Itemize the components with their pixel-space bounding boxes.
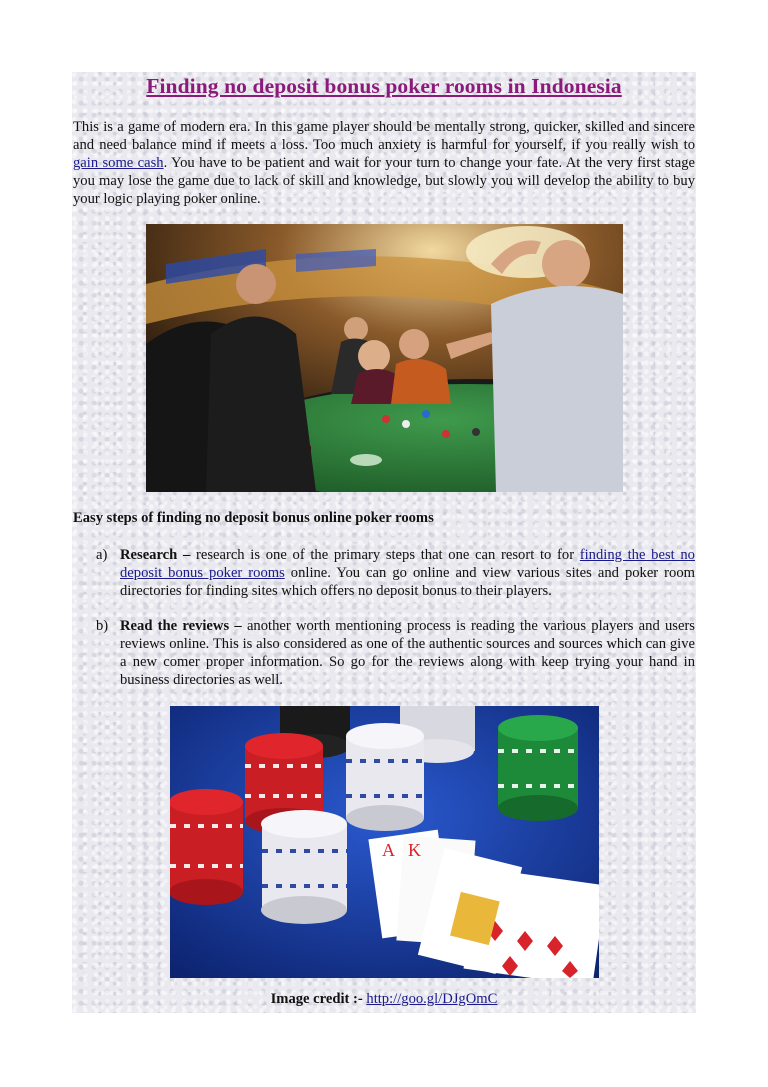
- step-title: Read the reviews –: [120, 618, 242, 634]
- casino-table-photo: [146, 224, 623, 492]
- section-heading: Easy steps of finding no deposit bonus online poker rooms: [73, 510, 434, 526]
- list-item-text: [120, 546, 695, 600]
- intro-paragraph: [73, 118, 695, 208]
- list-item-research: [73, 546, 695, 600]
- page-title: Finding no deposit bonus poker rooms in Indonesia: [146, 74, 622, 98]
- step-text-end: online. You can go online and view various sites and poker room directories for finding sites which offers no deposit bonus to their players.: [120, 565, 695, 599]
- step-text: research is one of the primary steps that one can resort to for: [190, 547, 580, 563]
- image-credit: [72, 991, 696, 1008]
- list-marker: b): [96, 618, 109, 634]
- svg-text:K: K: [408, 840, 421, 860]
- list-item-reviews: [73, 617, 695, 689]
- best-bonus-rooms-link[interactable]: finding the best no deposit bonus poker rooms: [120, 547, 695, 581]
- svg-text:A: A: [382, 840, 395, 860]
- step-text: another worth mentioning process is reading the various players and users reviews online. This is also considered as one of the authentic sources and sources which can give a new comer proper information. So go for the reviews along with keep trying your hand in business directories as well.: [120, 618, 695, 688]
- list-item-text: [120, 617, 695, 689]
- credit-label: Image credit :-: [270, 991, 363, 1007]
- credit-link[interactable]: http://goo.gl/DJgOmC: [366, 991, 498, 1007]
- intro-text-1: This is a game of modern era. In this game player should be mentally strong, quicker, skilled and sincere and need balance mind if meets a loss. Too much anxiety is harmful for yourself, if you really wish to: [73, 119, 695, 153]
- intro-text-2: . You have to be patient and wait for your turn to change your fate. At the very first stage you may lose the game due to lack of skill and knowledge, but slowly you will develop the ability to buy your logic playing poker online.: [73, 155, 695, 207]
- step-title: Research –: [120, 547, 191, 563]
- chips-and-cards-photo: [170, 706, 599, 978]
- list-marker: a): [96, 547, 108, 563]
- gain-cash-link[interactable]: gain some cash: [73, 155, 164, 171]
